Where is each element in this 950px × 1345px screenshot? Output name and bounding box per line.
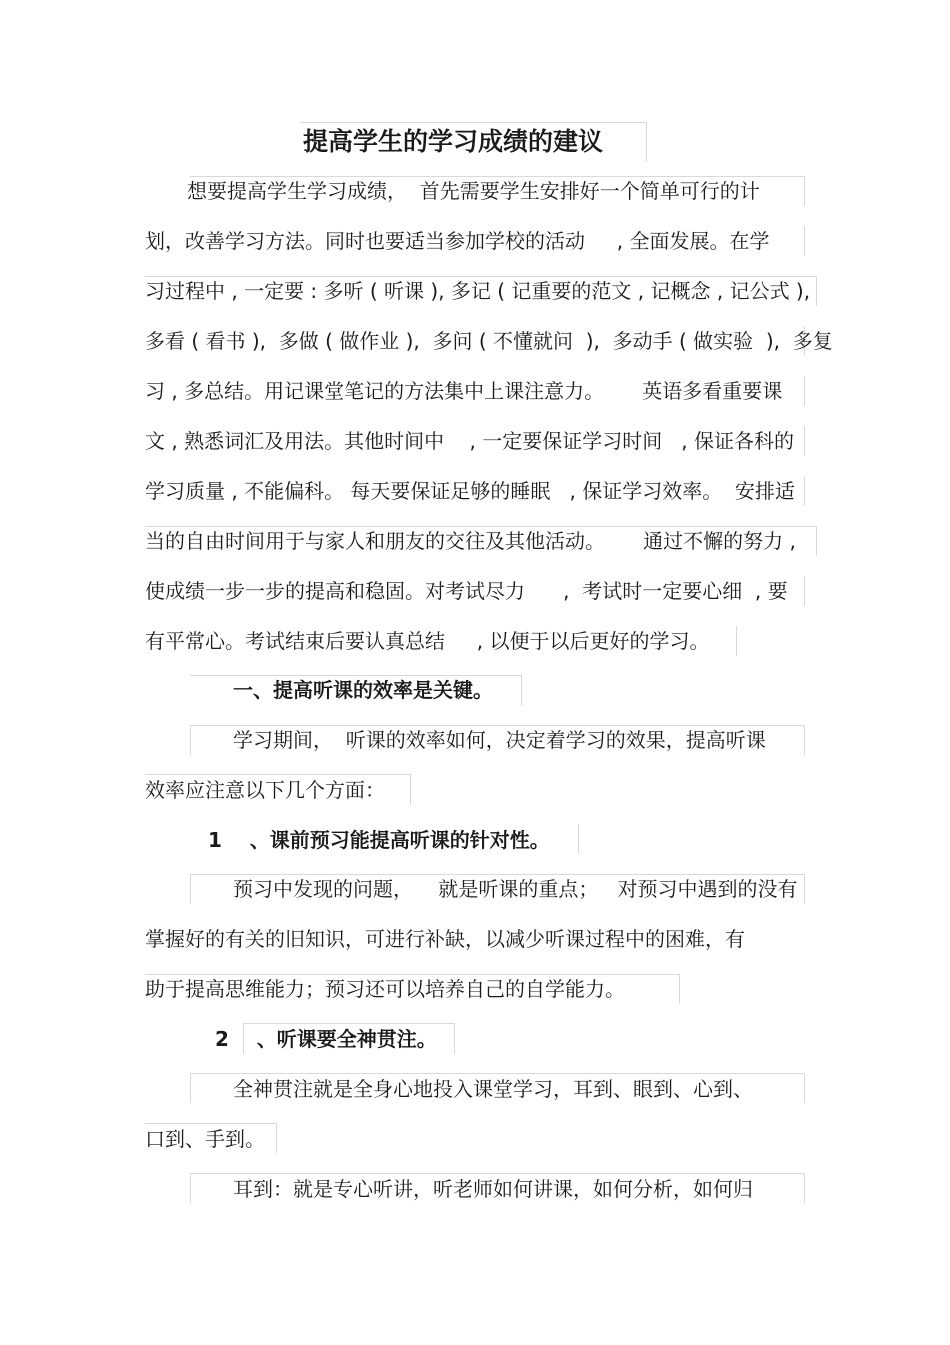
body-line: 当的自由时间用于与家人和朋友的交往及其他活动。 通过不懈的努力 , xyxy=(145,529,796,553)
rule xyxy=(145,526,817,527)
body-line: 文 , 熟悉词汇及用法。其他时间中 , 一定要保证学习时间 , 保证各科的 xyxy=(145,429,795,453)
body-line: 耳到：就是专心听讲，听老师如何讲课，如何分析，如何归 xyxy=(233,1177,753,1201)
rule xyxy=(190,725,805,726)
rule xyxy=(736,626,737,656)
rule xyxy=(804,176,805,206)
rule xyxy=(804,426,805,456)
body-line: 划，改善学习方法。同时也要适当参加学校的活动 , 全面发展。在学 xyxy=(145,229,770,253)
rule xyxy=(521,675,522,706)
rule xyxy=(804,1173,805,1203)
rule xyxy=(243,1023,455,1024)
rule xyxy=(190,1073,805,1074)
rule xyxy=(804,476,805,506)
document-title: 提高学生的学习成绩的建议 xyxy=(303,127,604,156)
body-line: 全神贯注就是全身心地投入课堂学习，耳到、眼到、心到、 xyxy=(233,1077,753,1101)
subsection-heading: 2 、听课要全神贯注。 xyxy=(215,1027,437,1051)
rule xyxy=(190,1173,805,1174)
body-line: 想要提高学生学习成绩， 首先需要学生安排好一个简单可行的计 xyxy=(187,179,760,203)
rule xyxy=(190,176,805,177)
rule xyxy=(190,675,522,676)
rule xyxy=(804,874,805,904)
body-line: 掌握好的有关的旧知识，可进行补缺，以减少听课过程中的困难，有 xyxy=(145,927,745,951)
body-line: 效率应注意以下几个方面： xyxy=(145,778,385,802)
body-line: 使成绩一步一步的提高和稳固。对考试尽力 , 考试时一定要心细 , 要 xyxy=(145,579,788,603)
body-line: 学习质量 , 不能偏科。 每天要保证足够的睡眠 , 保证学习效率。 安排适 xyxy=(145,479,795,503)
rule xyxy=(145,974,680,975)
body-line: 习过程中 , 一定要 : 多听 ( 听课 ), 多记 ( 记重要的范文 , 记概念 , 记公式 ), xyxy=(145,279,811,303)
body-line: 多看 ( 看书 ), 多做 ( 做作业 ), 多问 ( 不懂就问 ), 多动手 ( 做实验 ), 多复 xyxy=(145,329,833,353)
rule xyxy=(578,824,579,854)
rule xyxy=(190,1073,191,1103)
rule xyxy=(145,774,410,775)
rule xyxy=(300,122,647,123)
rule xyxy=(145,1123,277,1124)
rule xyxy=(410,774,411,805)
rule xyxy=(804,226,805,256)
rule xyxy=(190,1173,191,1203)
rule xyxy=(190,874,805,875)
rule xyxy=(804,376,805,406)
rule xyxy=(454,1023,455,1054)
rule xyxy=(190,725,191,755)
body-line: 预习中发现的问题， 就是听课的重点； 对预习中遇到的没有 xyxy=(233,877,798,901)
body-line: 有平常心。考试结束后要认真总结 , 以便于以后更好的学习。 xyxy=(145,629,710,653)
rule xyxy=(816,276,817,306)
rule xyxy=(145,276,817,277)
rule xyxy=(679,974,680,1004)
rule xyxy=(190,874,191,904)
rule xyxy=(804,725,805,755)
body-line: 习 , 多总结。用记课堂笔记的方法集中上课注意力。 英语多看重要课 xyxy=(145,379,783,403)
rule xyxy=(804,1073,805,1103)
rule xyxy=(816,526,817,556)
rule xyxy=(276,1123,277,1153)
body-line: 助于提高思维能力；预习还可以培养自己的自学能力。 xyxy=(145,977,625,1001)
section-heading: 一、提高听课的效率是关键。 xyxy=(233,678,493,702)
body-line: 口到、手到。 xyxy=(145,1127,265,1151)
rule xyxy=(804,576,805,606)
rule xyxy=(646,122,647,162)
body-line: 学习期间， 听课的效率如何，决定着学习的效果，提高听课 xyxy=(233,728,766,752)
subsection-heading: 1 、课前预习能提高听课的针对性。 xyxy=(208,828,550,852)
